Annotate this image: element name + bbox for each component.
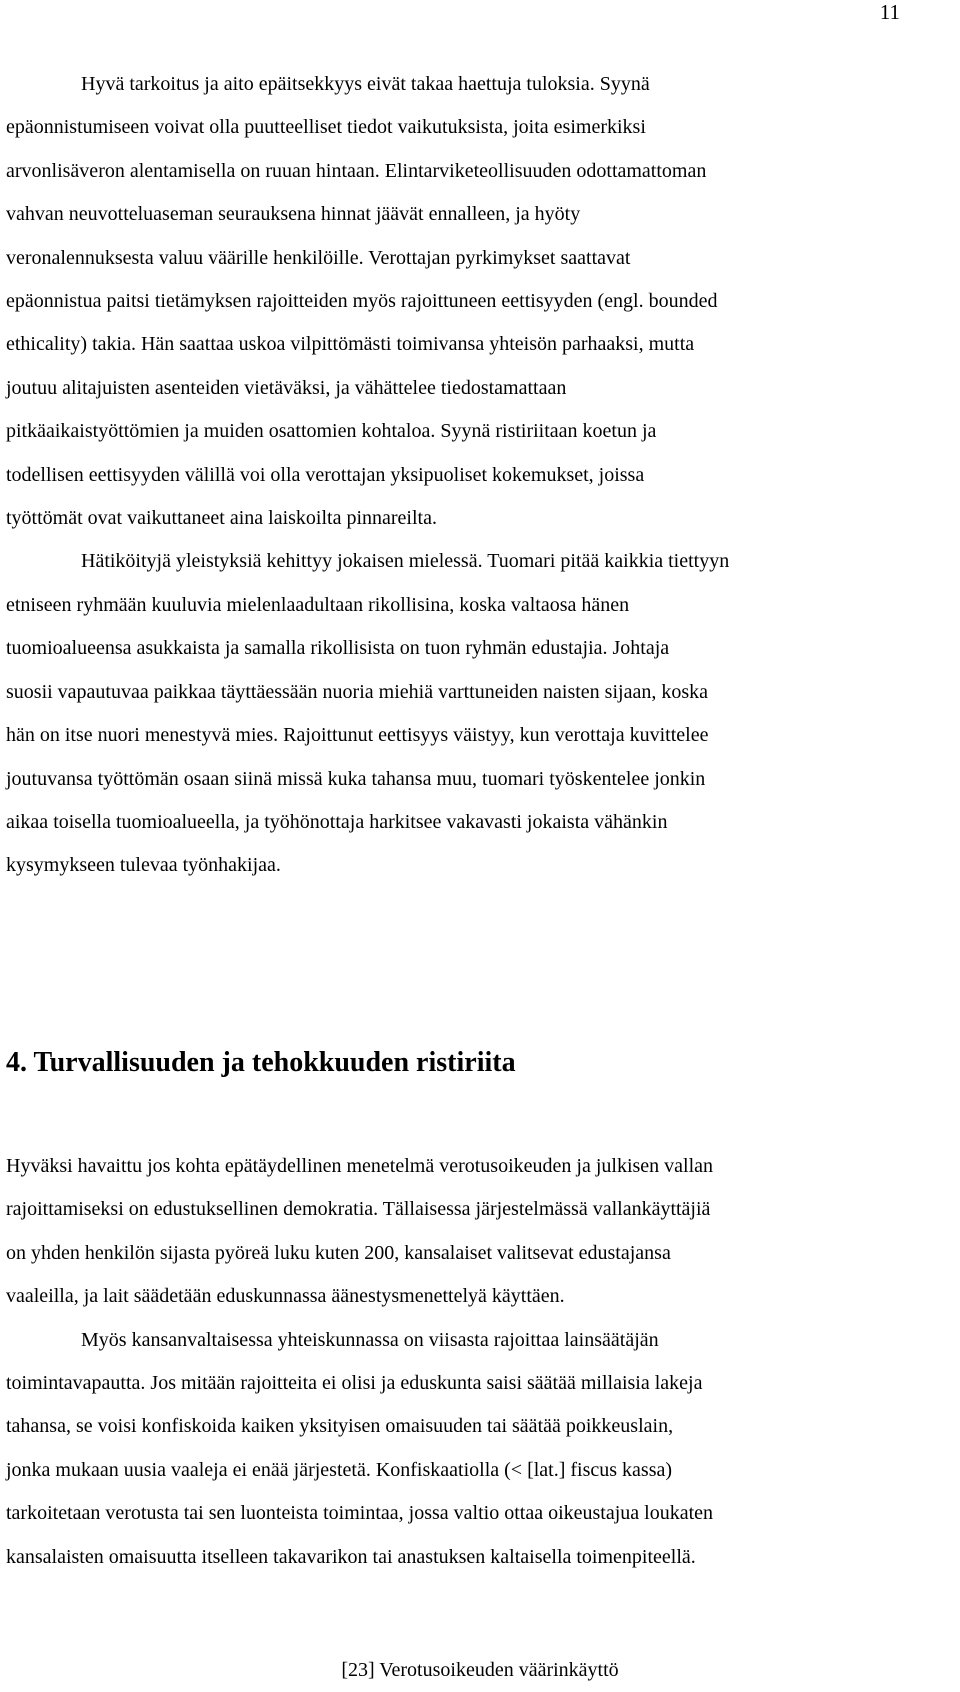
text-line: vahvan neuvotteluaseman seurauksena hinnat jäävät ennalleen, ja hyöty (6, 203, 581, 226)
text-line: etniseen ryhmään kuuluvia mielenlaadultaan rikollisina, koska valtaosa hänen (6, 593, 630, 616)
text-line: Hyvä tarkoitus ja aito epäitsekkyys eivät takaa haettuja tuloksia. Syynä (81, 73, 650, 95)
text-line: tarkoitetaan verotusta tai sen luonteista toimintaa, jossa valtio ottaa oikeustajua loukaten (6, 1502, 714, 1525)
text-line: epäonnistumiseen voivat olla puutteelliset tiedot vaikutuksista, joita esimerkiksi (6, 116, 646, 139)
text-line: on yhden henkilön sijasta pyöreä luku kuten 200, kansalaiset valitsevat edustajansa (6, 1241, 671, 1264)
text-line: kansalaisten omaisuutta itselleen takavarikon tai anastuksen kaltaisella toimenpiteellä. (6, 1545, 696, 1568)
text-line: tuomioalueensa asukkaista ja samalla rikollisista on tuon ryhmän edustajia. Johtaja (6, 637, 670, 660)
body-text-top (6, 63, 958, 888)
text-line: pitkäaikaistyöttömien ja muiden osattomien kohtaloa. Syynä ristiriitaan koetun ja (6, 420, 657, 443)
text-line: suosii vapautuvaa paikkaa täyttäessään nuoria miehiä varttuneiden naisten sijaan, koska (6, 680, 708, 703)
text-line: kysymykseen tulevaa työnhakijaa. (6, 854, 281, 877)
text-line: todellisen eettisyyden välillä voi olla verottajan yksipuoliset kokemukset, joissa (6, 463, 645, 486)
section-heading: 4. Turvallisuuden ja tehokkuuden ristiriita (6, 1047, 516, 1078)
text-line: työttömät ovat vaikuttaneet aina laiskoilta pinnareilta. (6, 507, 437, 530)
text-line: toimintavapautta. Jos mitään rajoitteita ei olisi ja eduskunta saisi säätää millaisia lakeja (6, 1372, 703, 1395)
text-line: arvonlisäveron alentamisella on ruuan hintaan. Elintarviketeollisuuden odottamattoman (6, 159, 707, 182)
page-footer: [23] Verotusoikeuden väärinkäyttö (341, 1659, 619, 1681)
text-line: vaaleilla, ja lait säädetään eduskunnassa äänestysmenettelyä käyttäen. (6, 1285, 565, 1308)
text-line: rajoittamiseksi on edustuksellinen demokratia. Tällaisessa järjestelmässä vallankäyttäjiä (6, 1198, 711, 1221)
text-line: veronalennuksesta valuu väärille henkilöille. Verottajan pyrkimykset saattavat (6, 246, 631, 269)
text-line: Hyväksi havaittu jos kohta epätäydellinen menetelmä verotusoikeuden ja julkisen vallan (6, 1155, 714, 1177)
text-line: ethicality) takia. Hän saattaa uskoa vilpittömästi toimivansa yhteisön parhaaksi, mutta (6, 333, 695, 356)
text-line: Hätiköityjä yleistyksiä kehittyy jokaisen mielessä. Tuomari pitää kaikkia tiettyyn (81, 550, 730, 573)
text-line: aikaa toisella tuomioalueella, ja työhönottaja harkitsee vakavasti jokaista vähänkin (6, 810, 668, 833)
text-line: joutuu alitajuisten asenteiden vietäväksi, ja vähättelee tiedostamattaan (6, 376, 567, 399)
text-line: hän on itse nuori menestyvä mies. Rajoittunut eettisyys väistyy, kun verottaja kuvittelee (6, 724, 709, 747)
text-line: epäonnistua paitsi tietämyksen rajoitteiden myös rajoittuneen eettisyyden (engl. bounded (6, 290, 718, 313)
page-number: 11 (879, 0, 900, 24)
text-line: tahansa, se voisi konfiskoida kaiken yksityisen omaisuuden tai säätää poikkeuslain, (6, 1415, 674, 1438)
text-line: joutuvansa työttömän osaan siinä missä kuka tahansa muu, tuomari työskentelee jonkin (6, 767, 706, 790)
text-line: jonka mukaan uusia vaaleja ei enää järjestetä. Konfiskaatiolla (< [lat.] fiscus kassa) (6, 1458, 673, 1481)
text-line: Myös kansanvaltaisessa yhteiskunnassa on viisasta rajoittaa lainsäätäjän (81, 1328, 659, 1351)
body-text-bottom (6, 1145, 958, 1579)
